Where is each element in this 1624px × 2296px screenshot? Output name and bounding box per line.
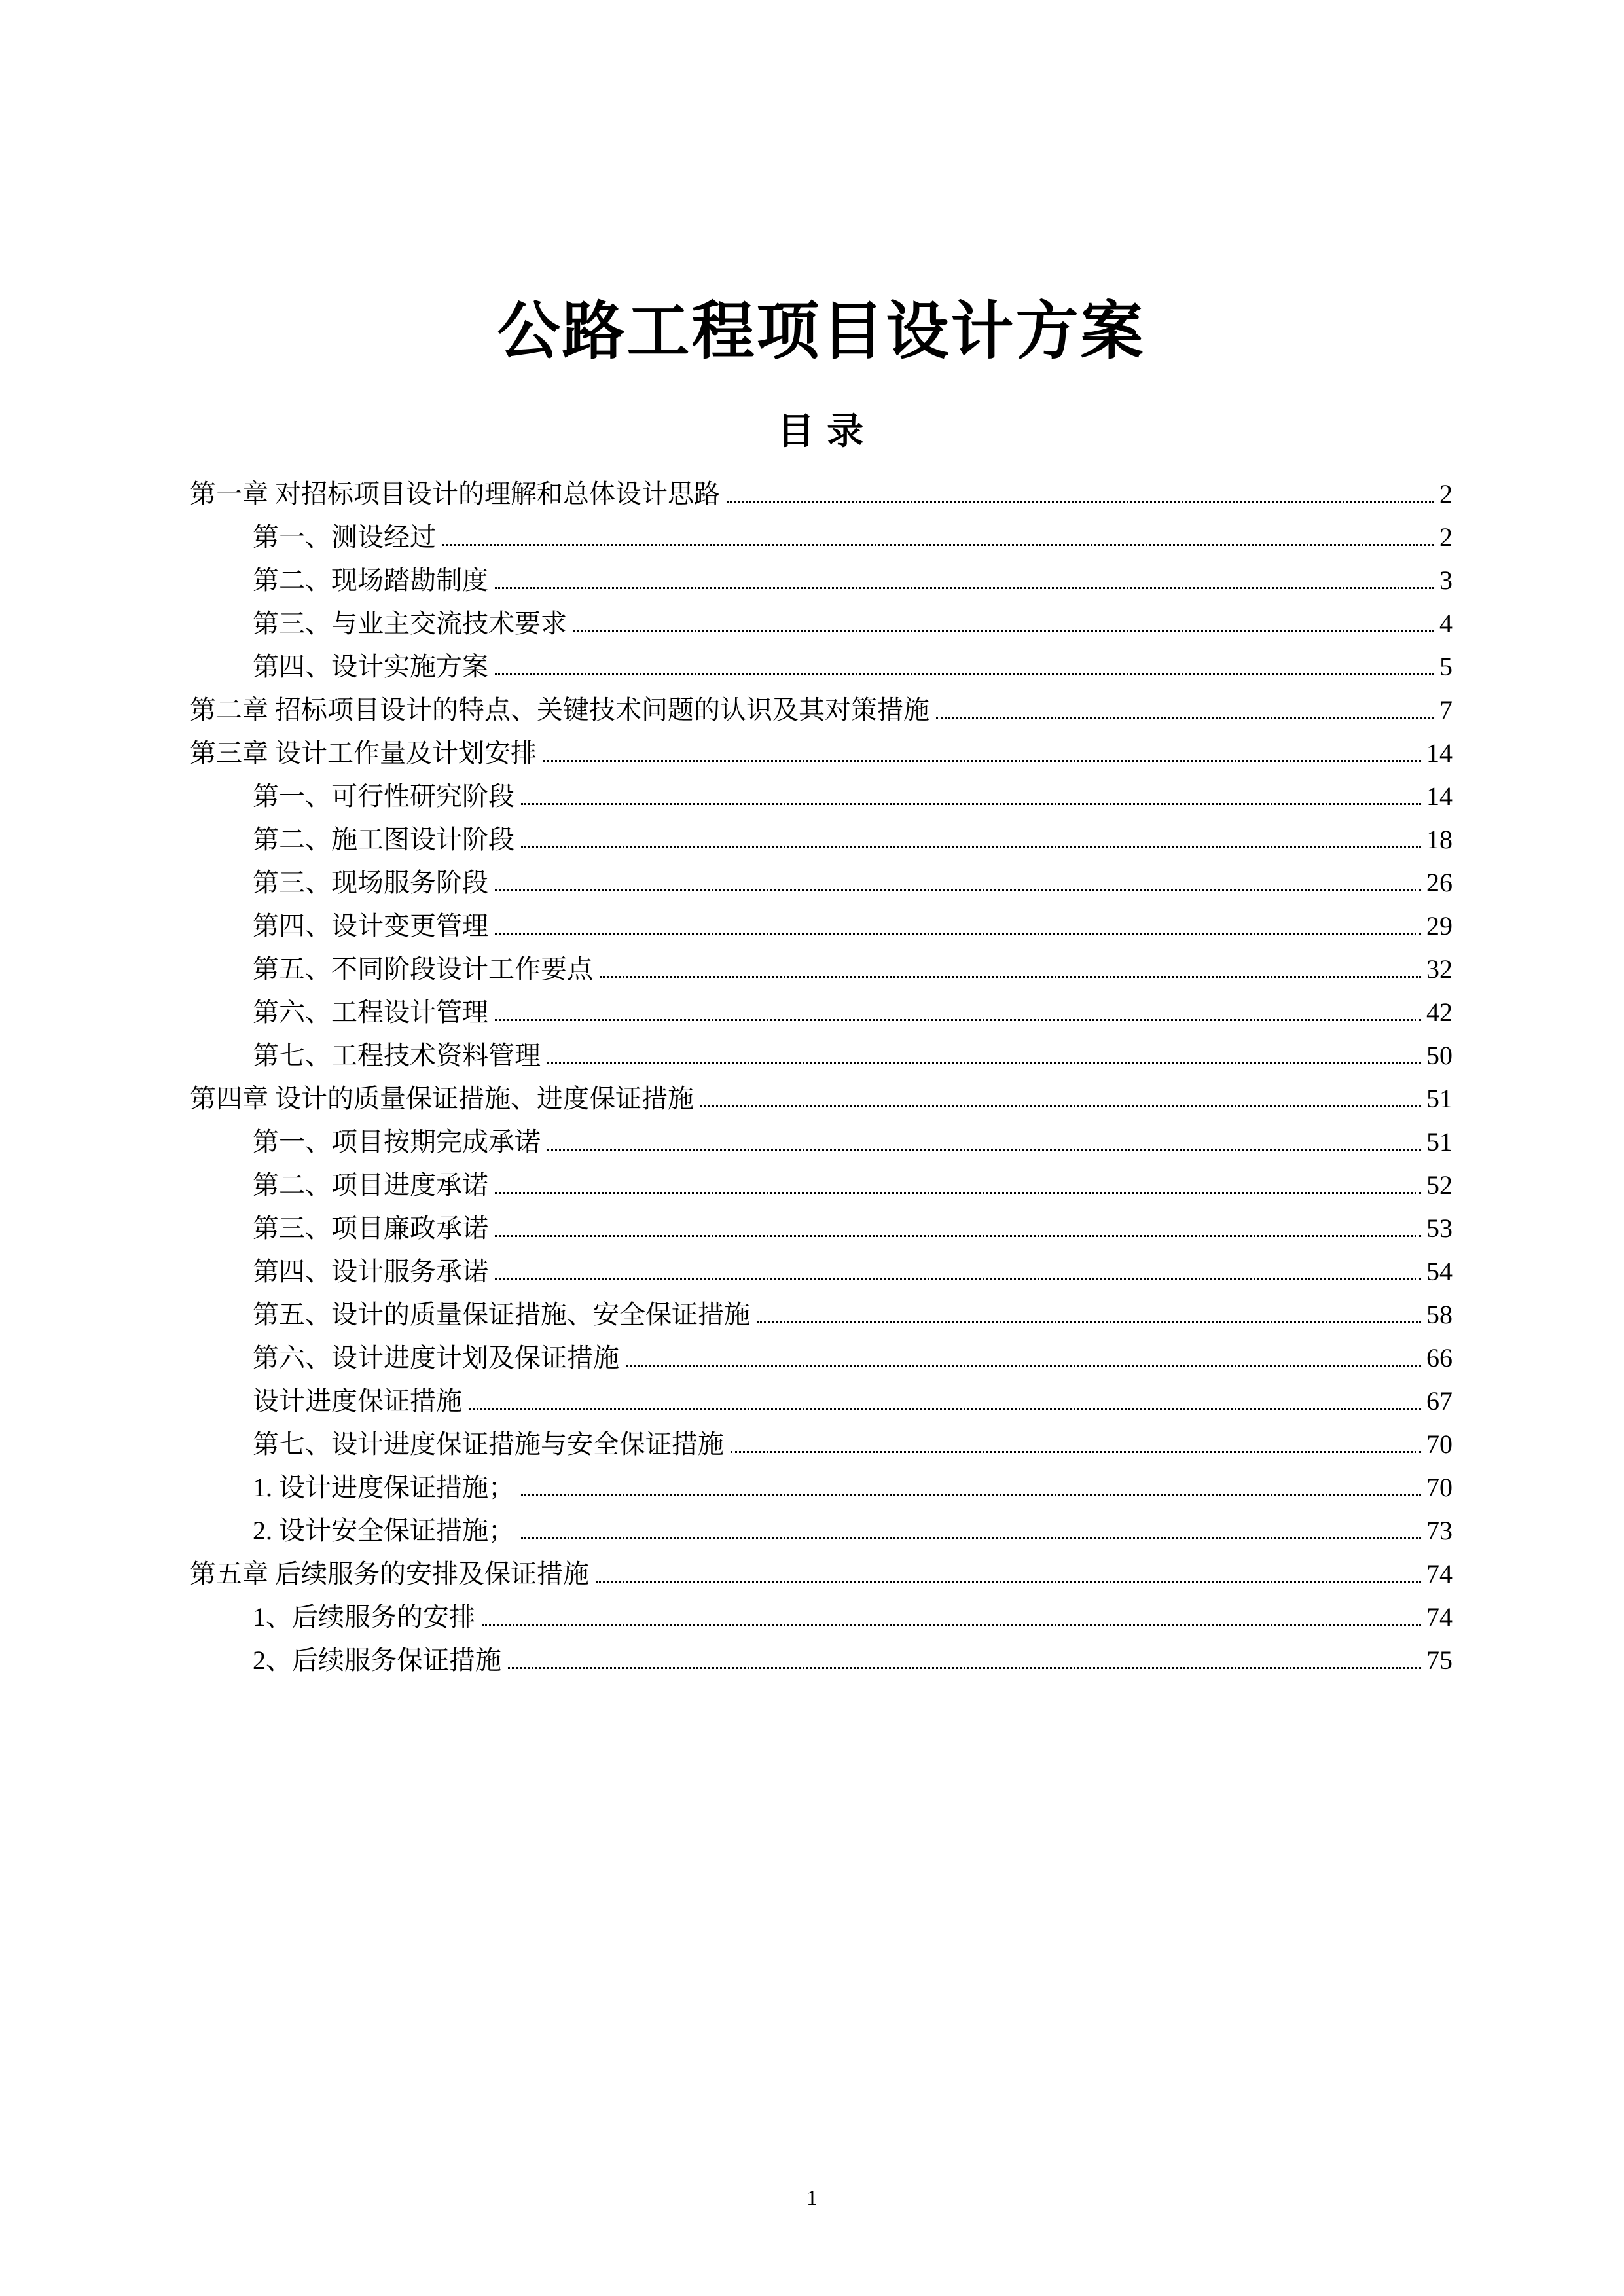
- toc-entry-label: 第四章 设计的质量保证措施、进度保证措施: [190, 1084, 694, 1113]
- toc-entry-label: 第三、现场服务阶段: [253, 868, 488, 897]
- toc-entry[interactable]: [190, 1388, 1453, 1431]
- toc-entry-label: 第五章 后续服务的安排及保证措施: [190, 1559, 589, 1588]
- toc-entry-label: 2、后续服务保证措施: [253, 1645, 501, 1675]
- toc-entry-label: 第二、项目进度承诺: [253, 1170, 488, 1200]
- toc-entry[interactable]: [190, 1604, 1453, 1647]
- toc-leader-dots: [495, 1234, 1421, 1237]
- toc-entry-label: 第三、项目廉政承诺: [253, 1213, 488, 1243]
- toc-entry-label: 第四、设计实施方案: [253, 652, 488, 681]
- toc-entry-label: 第一、可行性研究阶段: [253, 781, 514, 811]
- toc-entry-page: 7: [1439, 695, 1453, 725]
- toc-entry-page: 32: [1426, 954, 1453, 984]
- toc-heading: 目 录: [777, 410, 865, 452]
- toc-leader-dots: [547, 1062, 1421, 1064]
- toc-leader-dots: [482, 1623, 1421, 1626]
- toc-entry-page: 51: [1426, 1084, 1453, 1113]
- toc-entry-page: 73: [1426, 1516, 1453, 1545]
- toc-entry[interactable]: [190, 1647, 1453, 1691]
- toc-entry-label: 第三、与业主交流技术要求: [253, 609, 567, 638]
- toc-entry-label: 第一章 对招标项目设计的理解和总体设计思路: [190, 479, 720, 509]
- toc-entry-label: 第六、设计进度计划及保证措施: [253, 1343, 619, 1372]
- toc-leader-dots: [495, 1191, 1421, 1194]
- toc-entry-page: 74: [1426, 1559, 1453, 1588]
- toc-entry-label: 第五、不同阶段设计工作要点: [253, 954, 593, 984]
- toc-leader-dots: [596, 1580, 1421, 1583]
- toc-leader-dots: [495, 889, 1421, 891]
- toc-entry-page: 29: [1426, 911, 1453, 941]
- toc-entry-page: 74: [1426, 1602, 1453, 1632]
- toc-leader-dots: [573, 630, 1434, 632]
- toc-entry[interactable]: [190, 827, 1453, 870]
- toc-entry-page: 67: [1426, 1386, 1453, 1416]
- toc-entry[interactable]: [190, 1561, 1453, 1604]
- toc-entry-page: 14: [1426, 781, 1453, 811]
- toc-entry-label: 第二章 招标项目设计的特点、关键技术问题的认识及其对策措施: [190, 695, 929, 725]
- toc-entry[interactable]: [190, 1302, 1453, 1345]
- toc-entry-page: 42: [1426, 997, 1453, 1027]
- toc-entry-page: 14: [1426, 738, 1453, 768]
- toc-entry-label: 第一、测设经过: [253, 522, 436, 552]
- toc-entry-page: 58: [1426, 1300, 1453, 1329]
- toc-entry-label: 第七、设计进度保证措施与安全保证措施: [253, 1429, 724, 1459]
- toc-list: [190, 481, 1453, 1691]
- toc-entry[interactable]: [190, 524, 1453, 567]
- toc-entry[interactable]: [190, 654, 1453, 697]
- toc-entry-label: 第七、工程技术资料管理: [253, 1041, 541, 1070]
- toc-entry-page: 53: [1426, 1213, 1453, 1243]
- document-title: 公路工程项目设计方案: [497, 296, 1146, 367]
- toc-entry-label: 第三章 设计工作量及计划安排: [190, 738, 537, 768]
- toc-leader-dots: [543, 759, 1421, 762]
- toc-entry[interactable]: [190, 697, 1453, 740]
- toc-entry-page: 2: [1439, 522, 1453, 552]
- toc-entry-label: 第一、项目按期完成承诺: [253, 1127, 541, 1157]
- toc-entry-page: 70: [1426, 1429, 1453, 1459]
- toc-entry[interactable]: [190, 870, 1453, 913]
- page-number: 1: [806, 2186, 818, 2210]
- toc-entry-label: 第二、施工图设计阶段: [253, 825, 514, 854]
- toc-entry-label: 第五、设计的质量保证措施、安全保证措施: [253, 1300, 750, 1329]
- toc-entry-label: 第六、工程设计管理: [253, 997, 488, 1027]
- toc-entry[interactable]: [190, 1431, 1453, 1475]
- toc-entry[interactable]: [190, 481, 1453, 524]
- toc-entry-page: 51: [1426, 1127, 1453, 1157]
- toc-entry[interactable]: [190, 956, 1453, 999]
- toc-entry-page: 3: [1439, 565, 1453, 595]
- toc-entry[interactable]: [190, 1259, 1453, 1302]
- toc-entry[interactable]: [190, 1043, 1453, 1086]
- toc-entry[interactable]: [190, 611, 1453, 654]
- toc-entry[interactable]: [190, 1086, 1453, 1129]
- toc-entry[interactable]: [190, 1172, 1453, 1215]
- toc-leader-dots: [495, 1278, 1421, 1280]
- toc-leader-dots: [626, 1364, 1421, 1367]
- toc-entry-page: 54: [1426, 1257, 1453, 1286]
- toc-leader-dots: [508, 1666, 1421, 1669]
- toc-entry-page: 52: [1426, 1170, 1453, 1200]
- toc-entry-page: 70: [1426, 1473, 1453, 1502]
- toc-leader-dots: [442, 543, 1434, 546]
- toc-entry[interactable]: [190, 740, 1453, 783]
- toc-entry[interactable]: [190, 1129, 1453, 1172]
- toc-leader-dots: [727, 500, 1434, 503]
- toc-entry-label: 2. 设计安全保证措施；: [253, 1516, 514, 1545]
- toc-leader-dots: [495, 673, 1434, 675]
- toc-entry[interactable]: [190, 1518, 1453, 1561]
- toc-leader-dots: [495, 586, 1434, 589]
- toc-entry[interactable]: [190, 1215, 1453, 1259]
- toc-entry[interactable]: [190, 783, 1453, 827]
- toc-entry-page: 26: [1426, 868, 1453, 897]
- toc-entry-page: 18: [1426, 825, 1453, 854]
- toc-entry-label: 第四、设计服务承诺: [253, 1257, 488, 1286]
- toc-leader-dots: [731, 1450, 1421, 1453]
- toc-entry-page: 50: [1426, 1041, 1453, 1070]
- toc-entry-label: 第四、设计变更管理: [253, 911, 488, 941]
- toc-leader-dots: [547, 1148, 1421, 1151]
- toc-leader-dots: [495, 932, 1421, 935]
- toc-entry[interactable]: [190, 913, 1453, 956]
- toc-entry-page: 5: [1439, 652, 1453, 681]
- toc-leader-dots: [521, 1537, 1421, 1539]
- toc-leader-dots: [600, 975, 1421, 978]
- toc-leader-dots: [521, 802, 1421, 805]
- toc-entry-label: 第二、现场踏勘制度: [253, 565, 488, 595]
- toc-entry[interactable]: [190, 1475, 1453, 1518]
- toc-leader-dots: [936, 716, 1434, 719]
- toc-entry-page: 66: [1426, 1343, 1453, 1372]
- toc-leader-dots: [495, 1018, 1421, 1021]
- toc-entry-page: 75: [1426, 1645, 1453, 1675]
- toc-leader-dots: [700, 1105, 1421, 1107]
- toc-entry-page: 4: [1439, 609, 1453, 638]
- toc-leader-dots: [757, 1321, 1421, 1323]
- toc-entry[interactable]: [190, 999, 1453, 1043]
- toc-leader-dots: [521, 1494, 1421, 1496]
- toc-leader-dots: [469, 1407, 1421, 1410]
- toc-entry-label: 1. 设计进度保证措施；: [253, 1473, 514, 1502]
- toc-entry-label: 设计进度保证措施: [253, 1386, 462, 1416]
- toc-entry[interactable]: [190, 1345, 1453, 1388]
- toc-entry[interactable]: [190, 567, 1453, 611]
- toc-entry-label: 1、后续服务的安排: [253, 1602, 475, 1632]
- toc-entry-page: 2: [1439, 479, 1453, 509]
- toc-leader-dots: [521, 846, 1421, 848]
